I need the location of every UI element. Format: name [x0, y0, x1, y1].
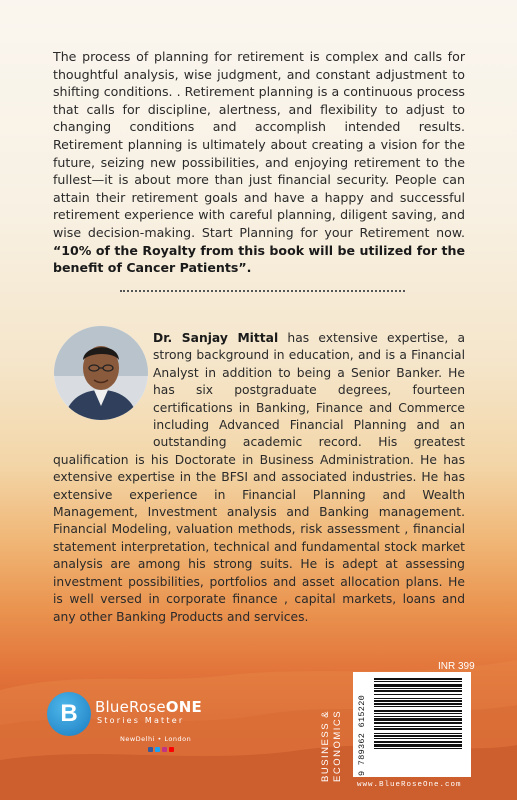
- category-label: BUSINESS & ECONOMICS: [320, 709, 343, 782]
- back-cover-blurb: [53, 48, 465, 277]
- barcode-icon: [370, 676, 466, 772]
- royalty-note: “10% of the Royalty from this book will be utilized for the benefit of Cancer Patients”.: [53, 242, 465, 276]
- author-name: Dr. Sanjay Mittal: [153, 331, 279, 345]
- publisher-website: www.BlueRoseOne.com: [357, 781, 462, 789]
- author-bio: [53, 330, 465, 626]
- twitter-icon: [155, 747, 160, 752]
- social-icons: [148, 747, 174, 752]
- youtube-icon: [169, 747, 174, 752]
- publisher-name: BlueRoseONE: [95, 698, 202, 716]
- publisher-cities: NewDelhi • London: [120, 735, 192, 743]
- blurb-text: The process of planning for retirement is complex and calls for thoughtful analysis, wise judgment, and constant adjustment to shifting conditions. . Retirement planning is a continuous process that calls for discipline, alertness, and flexibility to adjust to changing conditions and accomplish intended results. Retirement planning is ultimately about creating a vision for the future, seizing new possibilities, and enjoying retirement to the fullest—it is about more than just financial security. People can attain their retirement goals and have a happy and successful retirement experience with careful planning, diligent saving, and wise decision-making. Start Planning for your Retirement now.: [53, 49, 465, 240]
- publisher-logo-letter: B: [60, 700, 78, 727]
- publisher-tagline: Stories Matter: [97, 716, 185, 725]
- facebook-icon: [148, 747, 153, 752]
- dotted-divider: [120, 290, 405, 292]
- isbn-number: 9 789362 615220: [357, 694, 367, 776]
- author-bio-text: has extensive expertise, a strong background in education, and is a Financial Analyst in addition to being a Senior Banker. He has six postgraduate degrees, fourteen certifications in Banking, Finance and Commerce including Advanced Financial Planning and an outstanding academic record. His greatest qualification is his Doctorate in Business Administration. He has extensive expertise in the BFSI and associated industries. He has extensive experience in Financial Planning and Wealth Management, Investment analysis and Banking management. Financial Modeling, valuation methods, risk assessment , financial statement interpretation, technical and fundamental stock market analysis are among his strong suits. He is adept at assessing investment possibilities, portfolios and asset allocation plans. He is well versed in corporate finance , capital markets, loans and any other Banking Products and services.: [53, 331, 465, 624]
- price-label: INR 399: [438, 661, 475, 672]
- instagram-icon: [162, 747, 167, 752]
- publisher-logo-icon: [47, 692, 91, 736]
